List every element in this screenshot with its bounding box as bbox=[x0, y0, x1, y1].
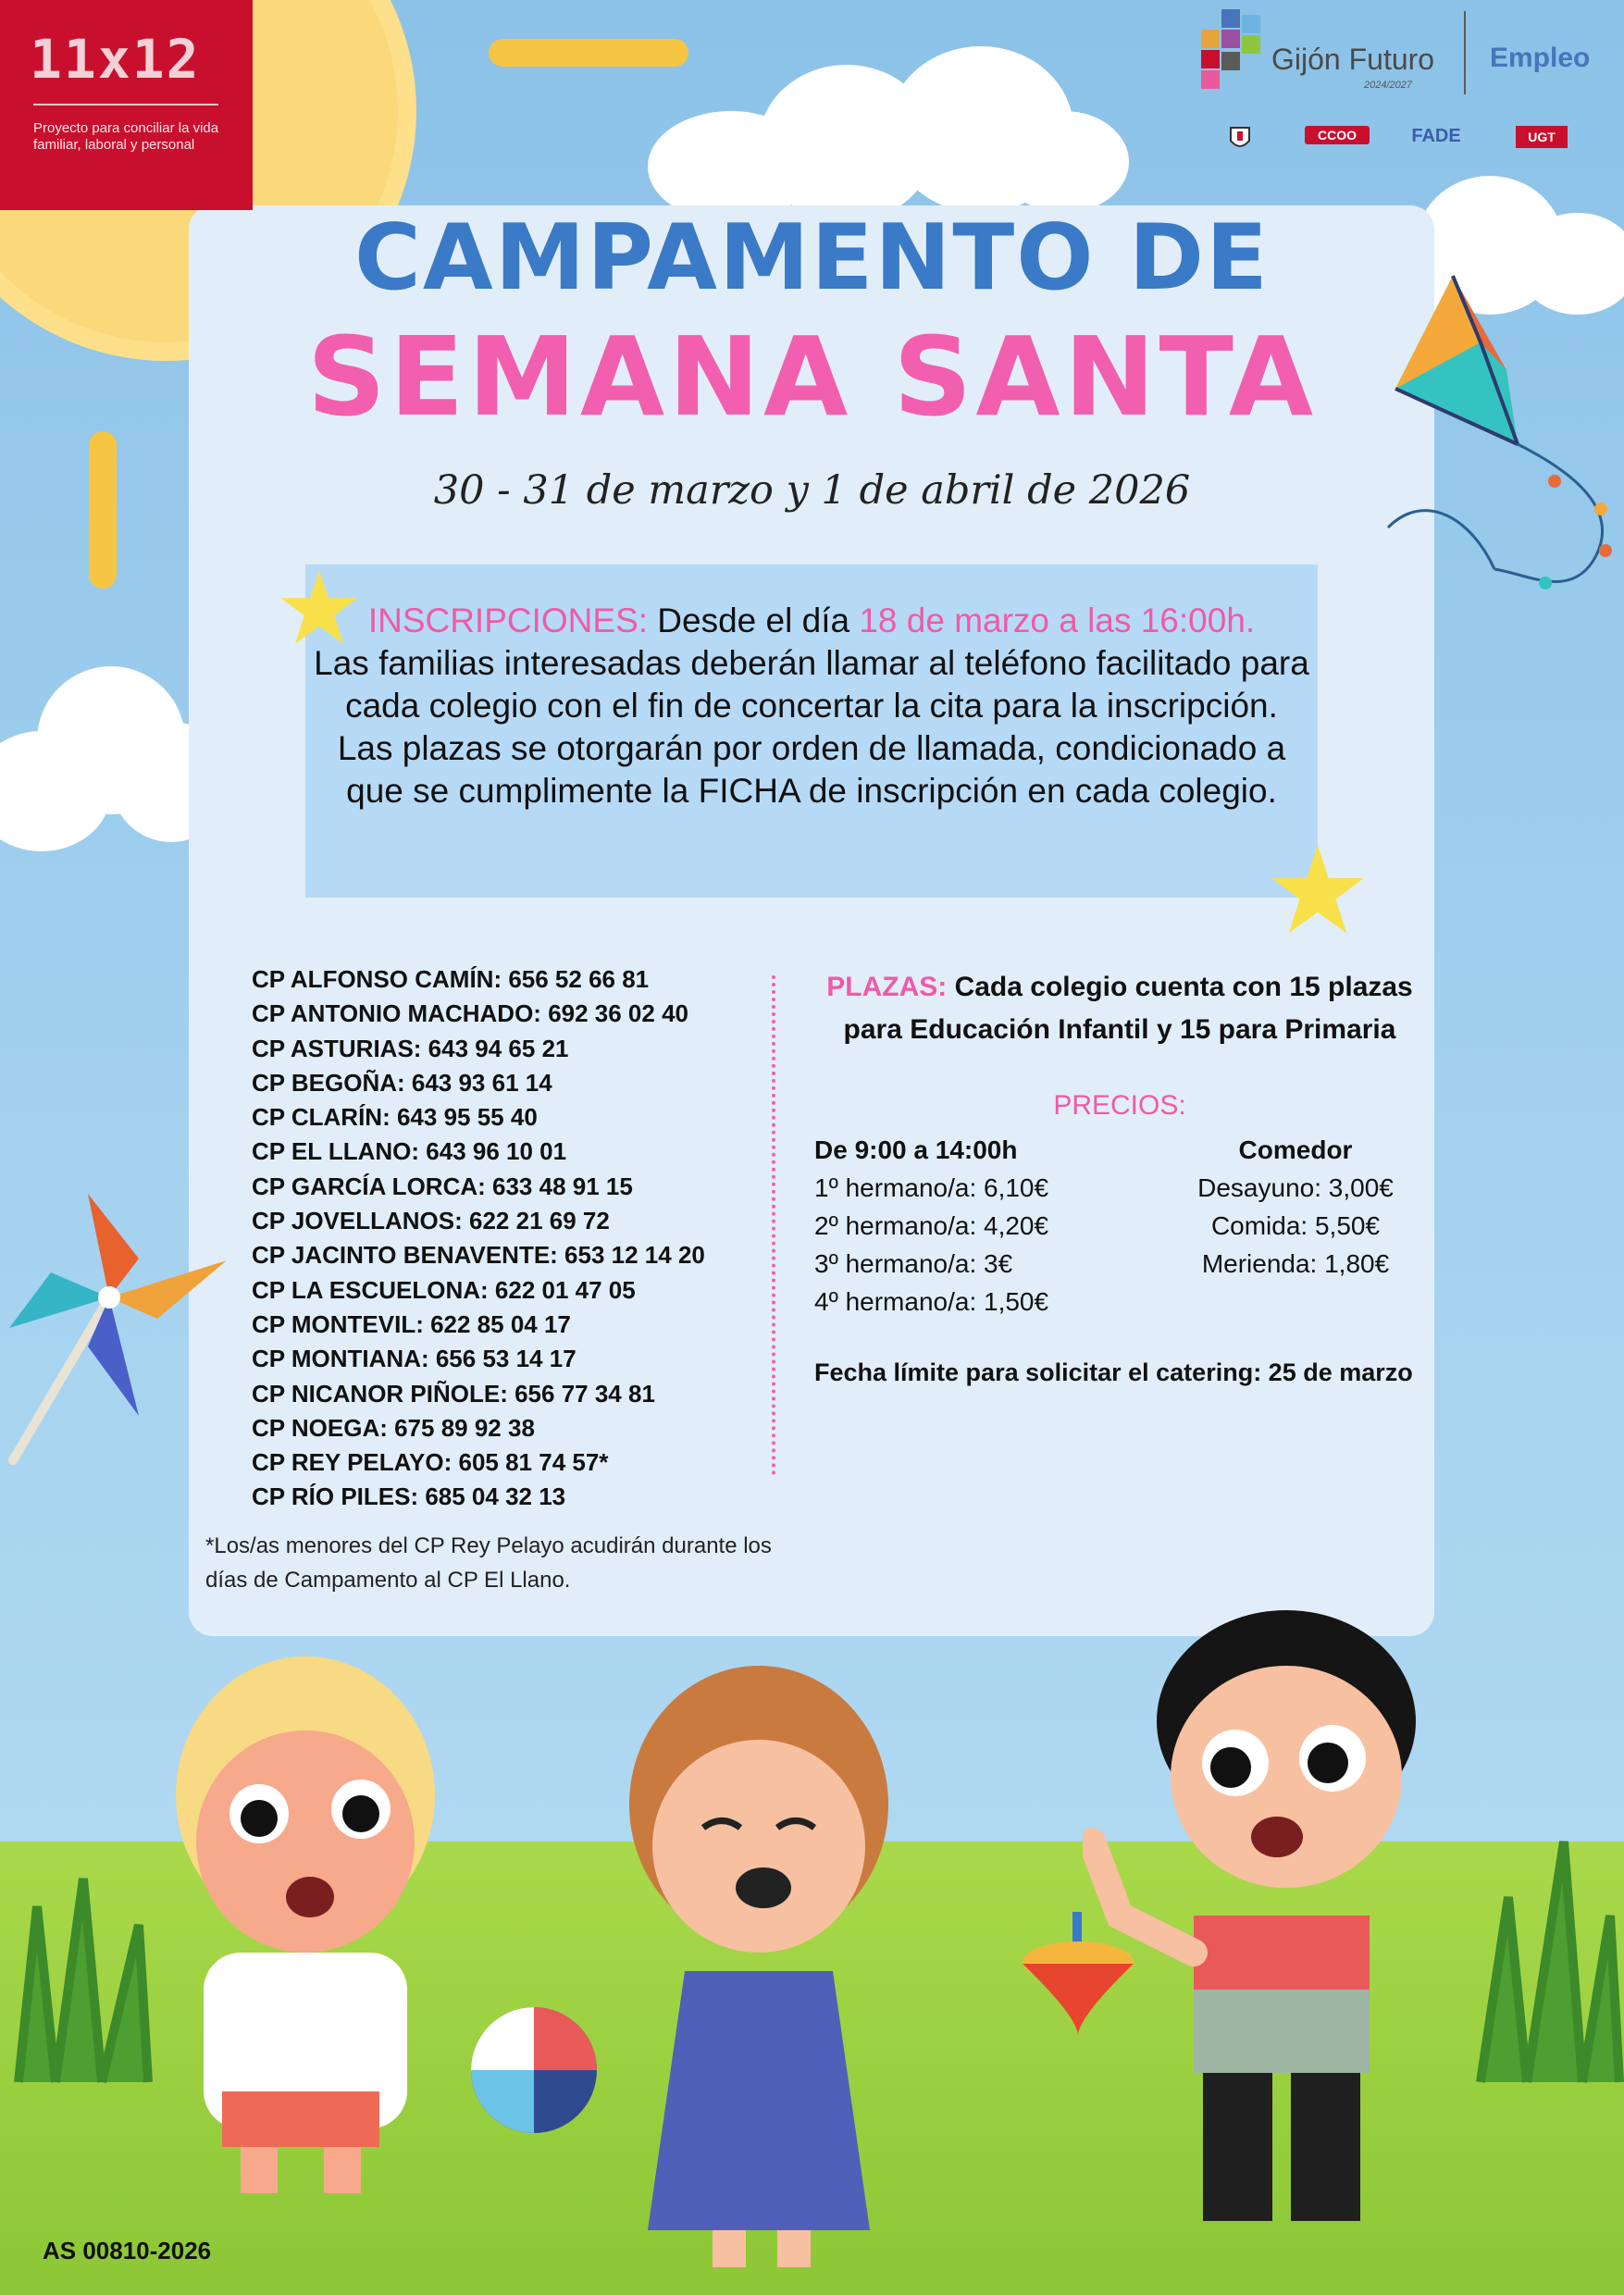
inscriptions-para-1: Las familias interesadas deberán llamar al teléfono facilitado para cada colegio con el fin de concertar la cita para la inscripción. bbox=[314, 644, 1309, 725]
inscriptions-text bbox=[305, 600, 1318, 813]
inscriptions-intro: Desde el día bbox=[648, 602, 860, 639]
precios-title: PRECIOS: bbox=[1053, 1090, 1186, 1121]
event-dates: 30 - 31 de marzo y 1 de abril de 2026 bbox=[433, 467, 1191, 514]
gijon-futuro-name: Gijón Futuro bbox=[1271, 43, 1435, 76]
star-icon bbox=[1268, 840, 1368, 940]
kite-illustration bbox=[1370, 268, 1624, 620]
plazas-text bbox=[814, 966, 1425, 1051]
title-line-1: CAMPAMENTO DE bbox=[353, 205, 1270, 311]
logo-divider bbox=[1464, 11, 1466, 94]
school-item: CP LA ESCUELONA: 622 01 47 05 bbox=[252, 1275, 636, 1304]
school-item: CP GARCÍA LORCA: 633 48 91 15 bbox=[252, 1172, 633, 1200]
plazas-text-2: para Educación Infantil y 15 para Primaria bbox=[843, 1014, 1396, 1045]
price-item: 4º hermano/a: 1,50€ bbox=[814, 1287, 1049, 1316]
school-phone-list bbox=[252, 962, 788, 1515]
brand-tagline: Proyecto para conciliar la vida familiar, laboral y personal bbox=[33, 120, 219, 153]
catering-deadline: Fecha límite para solicitar el catering: 25 de marzo bbox=[814, 1358, 1413, 1386]
sponsor-ayuntamiento-logo bbox=[1212, 126, 1268, 163]
gijon-futuro-mark-icon bbox=[1201, 9, 1264, 89]
schedule-header: De 9:00 a 14:00h bbox=[814, 1135, 1018, 1164]
school-item: CP ANTONIO MACHADO: 692 36 02 40 bbox=[252, 999, 688, 1028]
pinwheel-illustration bbox=[0, 1166, 241, 1471]
registration-code: AS 00810-2026 bbox=[43, 2237, 212, 2264]
school-item: CP EL LLANO: 643 96 10 01 bbox=[252, 1137, 567, 1166]
plazas-label: PLAZAS: bbox=[826, 972, 948, 1002]
price-item: Desayuno: 3,00€ bbox=[1197, 1173, 1394, 1202]
price-item: Merienda: 1,80€ bbox=[1201, 1249, 1390, 1278]
child-illustration-left bbox=[139, 1629, 472, 2202]
school-item: CP ALFONSO CAMÍN: 656 52 66 81 bbox=[252, 965, 650, 993]
title-line-2: SEMANA SANTA bbox=[306, 313, 1318, 440]
inscriptions-label: INSCRIPCIONES: bbox=[367, 602, 649, 639]
comedor-header: Comedor bbox=[1238, 1135, 1353, 1164]
cloud bbox=[648, 46, 1129, 231]
school-item: CP NOEGA: 675 89 92 38 bbox=[252, 1413, 535, 1442]
brand-divider bbox=[33, 104, 218, 105]
plazas-text-1: Cada colegio cuenta con 15 plazas bbox=[947, 972, 1413, 1002]
grass-tuft bbox=[1462, 1823, 1624, 2091]
precios-schedule-column bbox=[814, 1131, 1147, 1321]
price-item: 1º hermano/a: 6,10€ bbox=[814, 1173, 1049, 1202]
brand-logo-block bbox=[0, 0, 253, 210]
child-illustration-middle bbox=[611, 1656, 907, 2286]
school-item: CP ASTURIAS: 643 94 65 21 bbox=[252, 1034, 569, 1062]
sponsor-ugt-logo: UGT bbox=[1516, 126, 1568, 163]
school-item: CP BEGOÑA: 643 93 61 14 bbox=[252, 1068, 552, 1097]
school-item: CP REY PELAYO: 605 81 74 57* bbox=[252, 1448, 609, 1477]
child-illustration-right bbox=[1083, 1601, 1453, 2249]
sponsor-fade-logo: FADE bbox=[1411, 126, 1461, 146]
precios-comedor-column bbox=[1147, 1131, 1444, 1283]
inscriptions-headline bbox=[305, 600, 1318, 642]
school-item: CP MONTIANA: 656 53 14 17 bbox=[252, 1345, 576, 1373]
inscriptions-start: 18 de marzo a las 16:00h. bbox=[859, 602, 1256, 639]
coat-of-arms-icon bbox=[1226, 126, 1254, 152]
school-item: CP NICANOR PIÑOLE: 656 77 34 81 bbox=[252, 1379, 655, 1408]
dotted-divider bbox=[772, 975, 775, 1475]
brand-logo: 11x12 bbox=[30, 28, 201, 91]
school-item: CP MONTEVIL: 622 85 04 17 bbox=[252, 1309, 571, 1338]
price-item: 2º hermano/a: 4,20€ bbox=[814, 1211, 1049, 1240]
price-item: 3º hermano/a: 3€ bbox=[814, 1249, 1013, 1278]
sponsor-ccoo-logo: CCOO bbox=[1305, 126, 1370, 163]
price-item: Comida: 5,50€ bbox=[1210, 1211, 1381, 1240]
school-item: CP CLARÍN: 643 95 55 40 bbox=[252, 1103, 538, 1132]
school-item: CP JOVELLANOS: 622 21 69 72 bbox=[252, 1207, 610, 1235]
gijon-futuro-logo bbox=[1201, 9, 1590, 102]
inscriptions-para-2: Las plazas se otorgarán por orden de llamada, condicionado a que se cumplimente la FICHA de inscripción en cada colegio. bbox=[337, 729, 1286, 810]
footnote: *Los/as menores del CP Rey Pelayo acudirán durante los días de Campamento al CP El Llano. bbox=[205, 1533, 772, 1593]
gijon-futuro-years: 2024/2027 bbox=[1364, 80, 1412, 91]
ball-illustration bbox=[467, 2003, 601, 2138]
empleo-label: Empleo bbox=[1490, 43, 1591, 73]
school-item: CP RÍO PILES: 685 04 32 13 bbox=[252, 1482, 566, 1511]
school-item: CP JACINTO BENAVENTE: 653 12 14 20 bbox=[252, 1241, 705, 1270]
